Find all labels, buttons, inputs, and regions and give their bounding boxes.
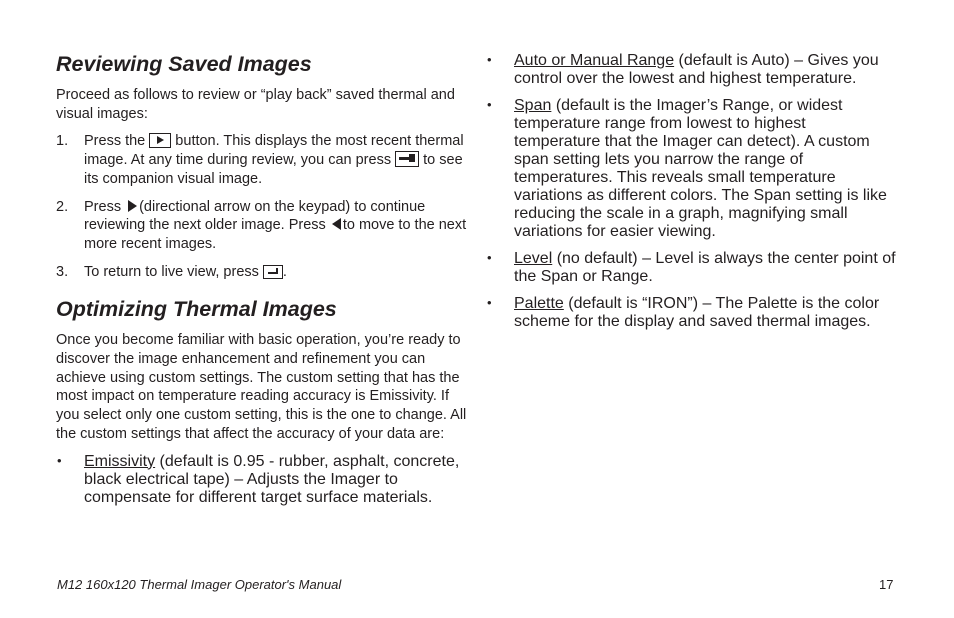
bullet-palette	[486, 295, 896, 331]
bullet-term: Span	[514, 97, 552, 114]
section-title-reviewing: Reviewing Saved Images	[56, 52, 312, 76]
bullet-text: (default is Auto) – Gives you control over the lowest and highest temperature.	[514, 52, 879, 87]
left-arrow-icon	[332, 218, 341, 230]
left-column	[56, 50, 468, 507]
bullet-mark: •	[487, 52, 492, 67]
footer-manual-title: M12 160x120 Thermal Imager Operator's Manual	[57, 577, 342, 592]
bullet-mark: •	[487, 295, 492, 310]
visual-image-button-icon	[395, 151, 419, 167]
bullet-text: (default is “IRON”) – The Palette is the color scheme for the display and saved thermal images.	[514, 295, 880, 330]
section-title-optimizing: Optimizing Thermal Images	[56, 297, 337, 322]
step-number: 3.	[56, 263, 69, 280]
bullet-emissivity	[56, 453, 468, 507]
bullet-mark: •	[487, 97, 492, 112]
step-text: to see its companion visual image.	[84, 152, 463, 187]
reviewing-intro: Proceed as follows to review or “play back” saved thermal and visual images:	[56, 87, 455, 122]
bullet-term: Emissivity	[84, 452, 156, 470]
step-text: to move to the next more recent images.	[84, 217, 467, 252]
step-text: To return to live view, press	[84, 263, 263, 280]
reviewing-steps	[56, 132, 468, 281]
bullet-span	[486, 97, 896, 241]
bullet-level	[486, 250, 896, 286]
step-text: button. This displays the most recent thermal image. At any time during review, you can press	[84, 133, 464, 169]
bullet-term: Palette	[514, 295, 564, 312]
step-text: Press	[84, 198, 126, 215]
enter-button-icon	[263, 265, 283, 279]
right-column	[486, 52, 896, 331]
step-number: 1.	[56, 133, 69, 150]
play-button-icon	[149, 133, 171, 148]
bullet-mark: •	[57, 452, 62, 468]
step-3	[56, 263, 468, 282]
step-1	[56, 132, 468, 188]
page-number: 17	[879, 577, 894, 592]
step-2	[56, 198, 468, 254]
bullet-range	[486, 52, 896, 88]
bullet-text: (default is 0.95 - rubber, asphalt, concrete, black electrical tape) – Adjusts the Imager to compensate for different target surface materials.	[84, 452, 460, 506]
step-text: .	[282, 263, 287, 280]
bullet-term: Level	[514, 250, 553, 267]
bullet-text: (default is the Imager’s Range, or widest temperature range from lowest to highest temperature that the Imager can detect). A custom span setting lets you narrow the range of temperatures. This reveals small temperature variations as different colors. The Span setting is like reducing the scale in a graph, magnifying small variations for easier viewing.	[514, 97, 887, 240]
optimizing-intro: Once you become familiar with basic operation, you’re ready to discover the image enhancement and refinement you can achieve using custom settings. The custom setting that has the most impact on temperature reading accuracy is Emissivity. If you select only one custom setting, this is the one to change. All the custom settings that affect the accuracy of your data are:	[56, 332, 467, 442]
bullet-mark: •	[487, 250, 492, 265]
step-text: Press the	[84, 133, 150, 150]
right-arrow-icon	[128, 200, 137, 212]
step-number: 2.	[56, 198, 69, 215]
bullet-term: Auto or Manual Range	[514, 52, 675, 69]
bullet-text: (no default) – Level is always the center point of the Span or Range.	[514, 250, 896, 285]
step-text: (directional arrow on the keypad) to continue reviewing the next older image. Press	[84, 198, 426, 234]
